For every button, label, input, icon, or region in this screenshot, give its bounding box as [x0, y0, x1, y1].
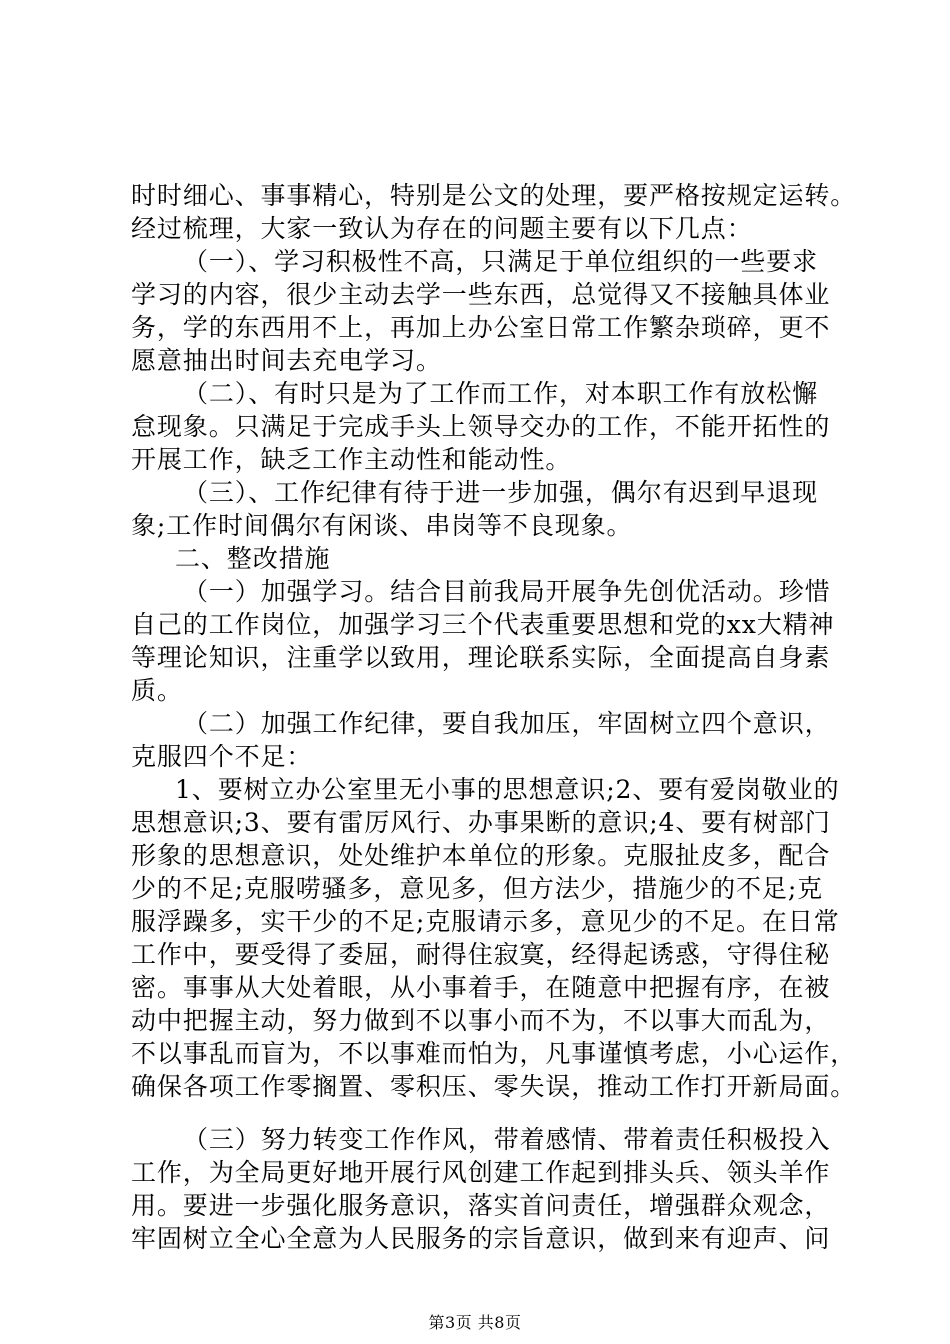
text-line: 服浮躁多，实干少的不足;克服请示多，意见少的不足。在日常: [131, 907, 840, 936]
text-line: 少的不足;克服唠骚多，意见多，但方法少，措施少的不足;克: [131, 874, 824, 903]
text-line: 经过梳理，大家一致认为存在的问题主要有以下几点：: [131, 214, 753, 243]
text-line: 动中把握主动，努力做到不以事小而不为，不以事大而乱为，: [131, 1006, 831, 1035]
text-line: 确保各项工作零搁置、零积压、零失误，推动工作打开新局面。: [131, 1072, 857, 1101]
text-line: 形象的思想意识，处处维护本单位的形象。克服扯皮多，配合: [131, 841, 831, 870]
text-line: 牢固树立全心全意为人民服务的宗旨意识，做到来有迎声、问: [131, 1224, 831, 1253]
text-line: 自己的工作岗位，加强学习三个代表重要思想和党的xx大精神: [131, 610, 835, 639]
section-heading: 二、整改措施: [175, 544, 331, 573]
text-line: （二）、有时只是为了工作而工作，对本职工作有放松懈: [183, 379, 819, 408]
page-number-footer: 第3页 共8页: [428, 1313, 522, 1332]
text-line: （三）努力转变工作作风，带着感情、带着责任积极投入: [183, 1125, 831, 1154]
text-line: 1、要树立办公室里无小事的思想意识;2、要有爱岗敬业的: [175, 775, 840, 804]
text-line: （一）、学习积极性不高，只满足于单位组织的一些要求: [183, 247, 819, 276]
text-line: 开展工作，缺乏工作主动性和能动性。: [131, 445, 572, 474]
text-line: 工作，为全局更好地开展行风创建工作起到排头兵、领头羊作: [131, 1158, 831, 1187]
text-line: 质。: [131, 676, 183, 705]
text-line: 用。要进一步强化服务意识，落实首问责任，增强群众观念，: [131, 1191, 831, 1220]
text-line: 工作中，要受得了委屈，耐得住寂寞，经得起诱惑，守得住秘: [131, 940, 831, 969]
text-line: 时时细心、事事精心，特别是公文的处理，要严格按规定运转。: [131, 181, 857, 210]
text-line: 象;工作时间偶尔有闲谈、串岗等不良现象。: [131, 511, 633, 540]
text-line: 不以事乱而盲为，不以事难而怕为，凡事谨慎考虑，小心运作，: [131, 1039, 857, 1068]
text-line: 学习的内容，很少主动去学一些东西，总觉得又不接触具体业: [131, 280, 831, 309]
text-line: 克服四个不足：: [131, 742, 313, 771]
text-line: 密。事事从大处着眼，从小事着手，在随意中把握有序，在被: [131, 973, 831, 1002]
text-line: 务，学的东西用不上，再加上办公室日常工作繁杂琐碎，更不: [131, 313, 831, 342]
text-line: （一）加强学习。结合目前我局开展争先创优活动。珍惜: [183, 577, 831, 606]
text-line: 怠现象。只满足于完成手头上领导交办的工作，不能开拓性的: [131, 412, 831, 441]
text-line: 愿意抽出时间去充电学习。: [131, 346, 442, 375]
text-line: （三）、工作纪律有待于进一步加强，偶尔有迟到早退现: [183, 478, 819, 507]
text-line: （二）加强工作纪律，要自我加压，牢固树立四个意识，: [183, 709, 831, 738]
text-line: 思想意识;3、要有雷厉风行、办事果断的意识;4、要有树部门: [131, 808, 831, 837]
text-line: 等理论知识，注重学以致用，理论联系实际，全面提高自身素: [131, 643, 831, 672]
